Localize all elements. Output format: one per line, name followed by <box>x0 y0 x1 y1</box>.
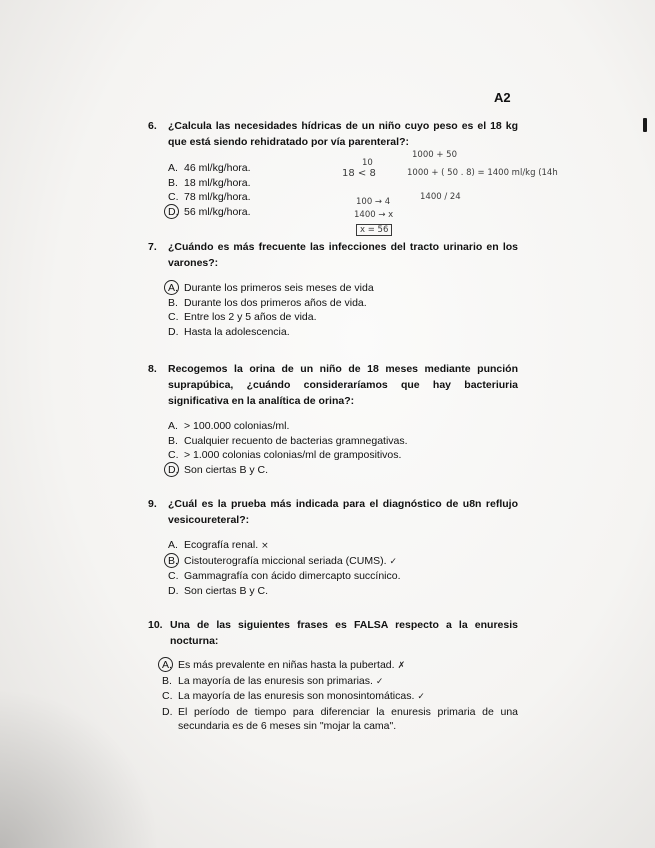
option-text: 56 ml/kg/hora. <box>184 205 251 218</box>
option-text: Son ciertas B y C. <box>184 463 269 476</box>
option-letter: B. <box>162 674 172 687</box>
question-number: 9. <box>148 498 157 510</box>
option-text: Ecografía renal. <box>184 539 259 551</box>
question-text: ¿Cuándo es más frecuente las infecciones del tracto urinario en los varones?: <box>168 241 518 269</box>
option-text: Es más prevalente en niñas hasta la pubertad. <box>178 659 395 671</box>
option-text: La mayoría de las enuresis son monosintomáticas. <box>178 690 415 703</box>
page-shadow <box>0 688 160 848</box>
option-letter: C. <box>162 690 173 703</box>
option-d[interactable] <box>168 463 518 478</box>
option-text: 46 ml/kg/hora. <box>184 162 251 174</box>
question-10 <box>148 617 518 734</box>
answer-circle <box>164 280 179 295</box>
question-number: 6. <box>148 120 157 132</box>
edge-mark <box>643 118 647 132</box>
option-text: 78 ml/kg/hora. <box>184 191 251 204</box>
check-mark: ✓ <box>417 692 425 703</box>
option-text: El período de tiempo para diferenciar la enuresis primaria de una secundaria es de 6 meses sin "mojar la cama". <box>178 705 518 733</box>
check-mark: ✓ <box>375 676 384 687</box>
option-a[interactable] <box>162 658 518 674</box>
option-text: Entre los 2 y 5 años de vida. <box>184 311 317 324</box>
option-letter: A. <box>162 659 172 671</box>
handwritten-note: 1000 + ( 50 . 8) = 1400 ml/kg (14h <box>407 168 558 178</box>
option-text: > 1.000 colonias colonias/ml de grampositivos. <box>184 449 402 462</box>
option-text: Son ciertas B y C. <box>184 584 269 597</box>
handwritten-note: 100 → 4 <box>356 197 391 207</box>
handwritten-note: x = 56 <box>356 224 392 236</box>
option-text: Gammagrafía con ácido dimercapto succínico. <box>184 570 401 583</box>
handwritten-note: 1400 / 24 <box>420 192 461 202</box>
option-letter: A. <box>168 282 178 294</box>
option-a[interactable] <box>168 281 518 296</box>
question-number: 10. <box>148 619 163 631</box>
option-b[interactable] <box>162 674 518 690</box>
option-text: Hasta la adolescencia. <box>184 325 290 338</box>
option-letter: B. <box>168 434 178 447</box>
option-letter: C. <box>168 311 179 324</box>
option-c[interactable] <box>168 448 518 463</box>
option-a[interactable] <box>168 419 518 434</box>
option-letter: C. <box>168 191 179 204</box>
option-letter: C. <box>168 570 179 583</box>
handwritten-note: 18 < 8 <box>342 168 376 179</box>
option-letter: A. <box>168 162 178 174</box>
question-text: Una de las siguientes frases es FALSA respecto a la enuresis nocturna: <box>170 619 518 647</box>
question-text: Recogemos la orina de un niño de 18 meses mediante punción suprapúbica, ¿cuándo consideraríamos que hay bacteriuria significativa en la analítica de orina?: <box>168 363 518 407</box>
answer-circle <box>164 204 179 219</box>
option-text: Durante los primeros seis meses de vida <box>184 282 374 294</box>
question-number: 8. <box>148 363 157 375</box>
cross-mark: ✗ <box>397 661 406 671</box>
answer-circle <box>164 462 179 477</box>
option-d[interactable] <box>168 205 518 220</box>
option-letter: B. <box>168 296 178 309</box>
option-letter: D. <box>168 325 179 338</box>
option-d[interactable] <box>168 325 518 340</box>
question-text: ¿Cuál es la prueba más indicada para el diagnóstico de u8n reflujo vesicoureteral?: <box>168 498 518 526</box>
option-letter: D. <box>168 584 179 597</box>
question-7 <box>148 239 518 339</box>
option-letter: D. <box>168 205 179 218</box>
handwritten-note: 10 <box>362 158 373 168</box>
question-8 <box>148 361 518 477</box>
option-text: > 100.000 colonias/ml. <box>184 420 290 432</box>
question-number: 7. <box>148 241 157 253</box>
question-9 <box>148 496 518 598</box>
option-text: La mayoría de las enuresis son primarias. <box>178 674 373 687</box>
option-letter: D. <box>168 463 179 476</box>
option-a[interactable] <box>168 538 518 554</box>
option-letter: A. <box>168 539 178 551</box>
option-text: 18 ml/kg/hora. <box>184 176 251 189</box>
handwritten-note: 1400 → x <box>354 210 394 220</box>
option-c[interactable] <box>168 190 518 205</box>
option-letter: B. <box>168 176 178 189</box>
option-b[interactable] <box>168 554 518 570</box>
answer-circle <box>164 553 179 568</box>
option-letter: A. <box>168 420 178 432</box>
option-letter: D. <box>162 705 173 718</box>
option-letter: B. <box>168 554 178 567</box>
option-d[interactable] <box>162 705 518 734</box>
cross-mark: × <box>261 541 269 551</box>
option-b[interactable] <box>168 434 518 449</box>
option-text: Cistouterografía miccional seriada (CUMS). <box>184 554 387 567</box>
option-d[interactable] <box>168 584 518 599</box>
option-c[interactable] <box>168 569 518 584</box>
option-c[interactable] <box>162 689 518 705</box>
answer-circle <box>158 657 173 672</box>
option-text: Cualquier recuento de bacterias gramnegativas. <box>184 434 408 447</box>
question-text: ¿Calcula las necesidades hídricas de un niño cuyo peso es el 18 kg que está siendo rehidratado por vía parenteral?: <box>168 120 518 148</box>
handwritten-note: 1000 + 50 <box>412 150 457 160</box>
option-letter: C. <box>168 449 179 462</box>
page-code: A2 <box>494 90 511 105</box>
check-mark: ✓ <box>389 556 398 567</box>
option-text: Durante los dos primeros años de vida. <box>184 296 367 309</box>
option-b[interactable] <box>168 296 518 311</box>
option-c[interactable] <box>168 310 518 325</box>
